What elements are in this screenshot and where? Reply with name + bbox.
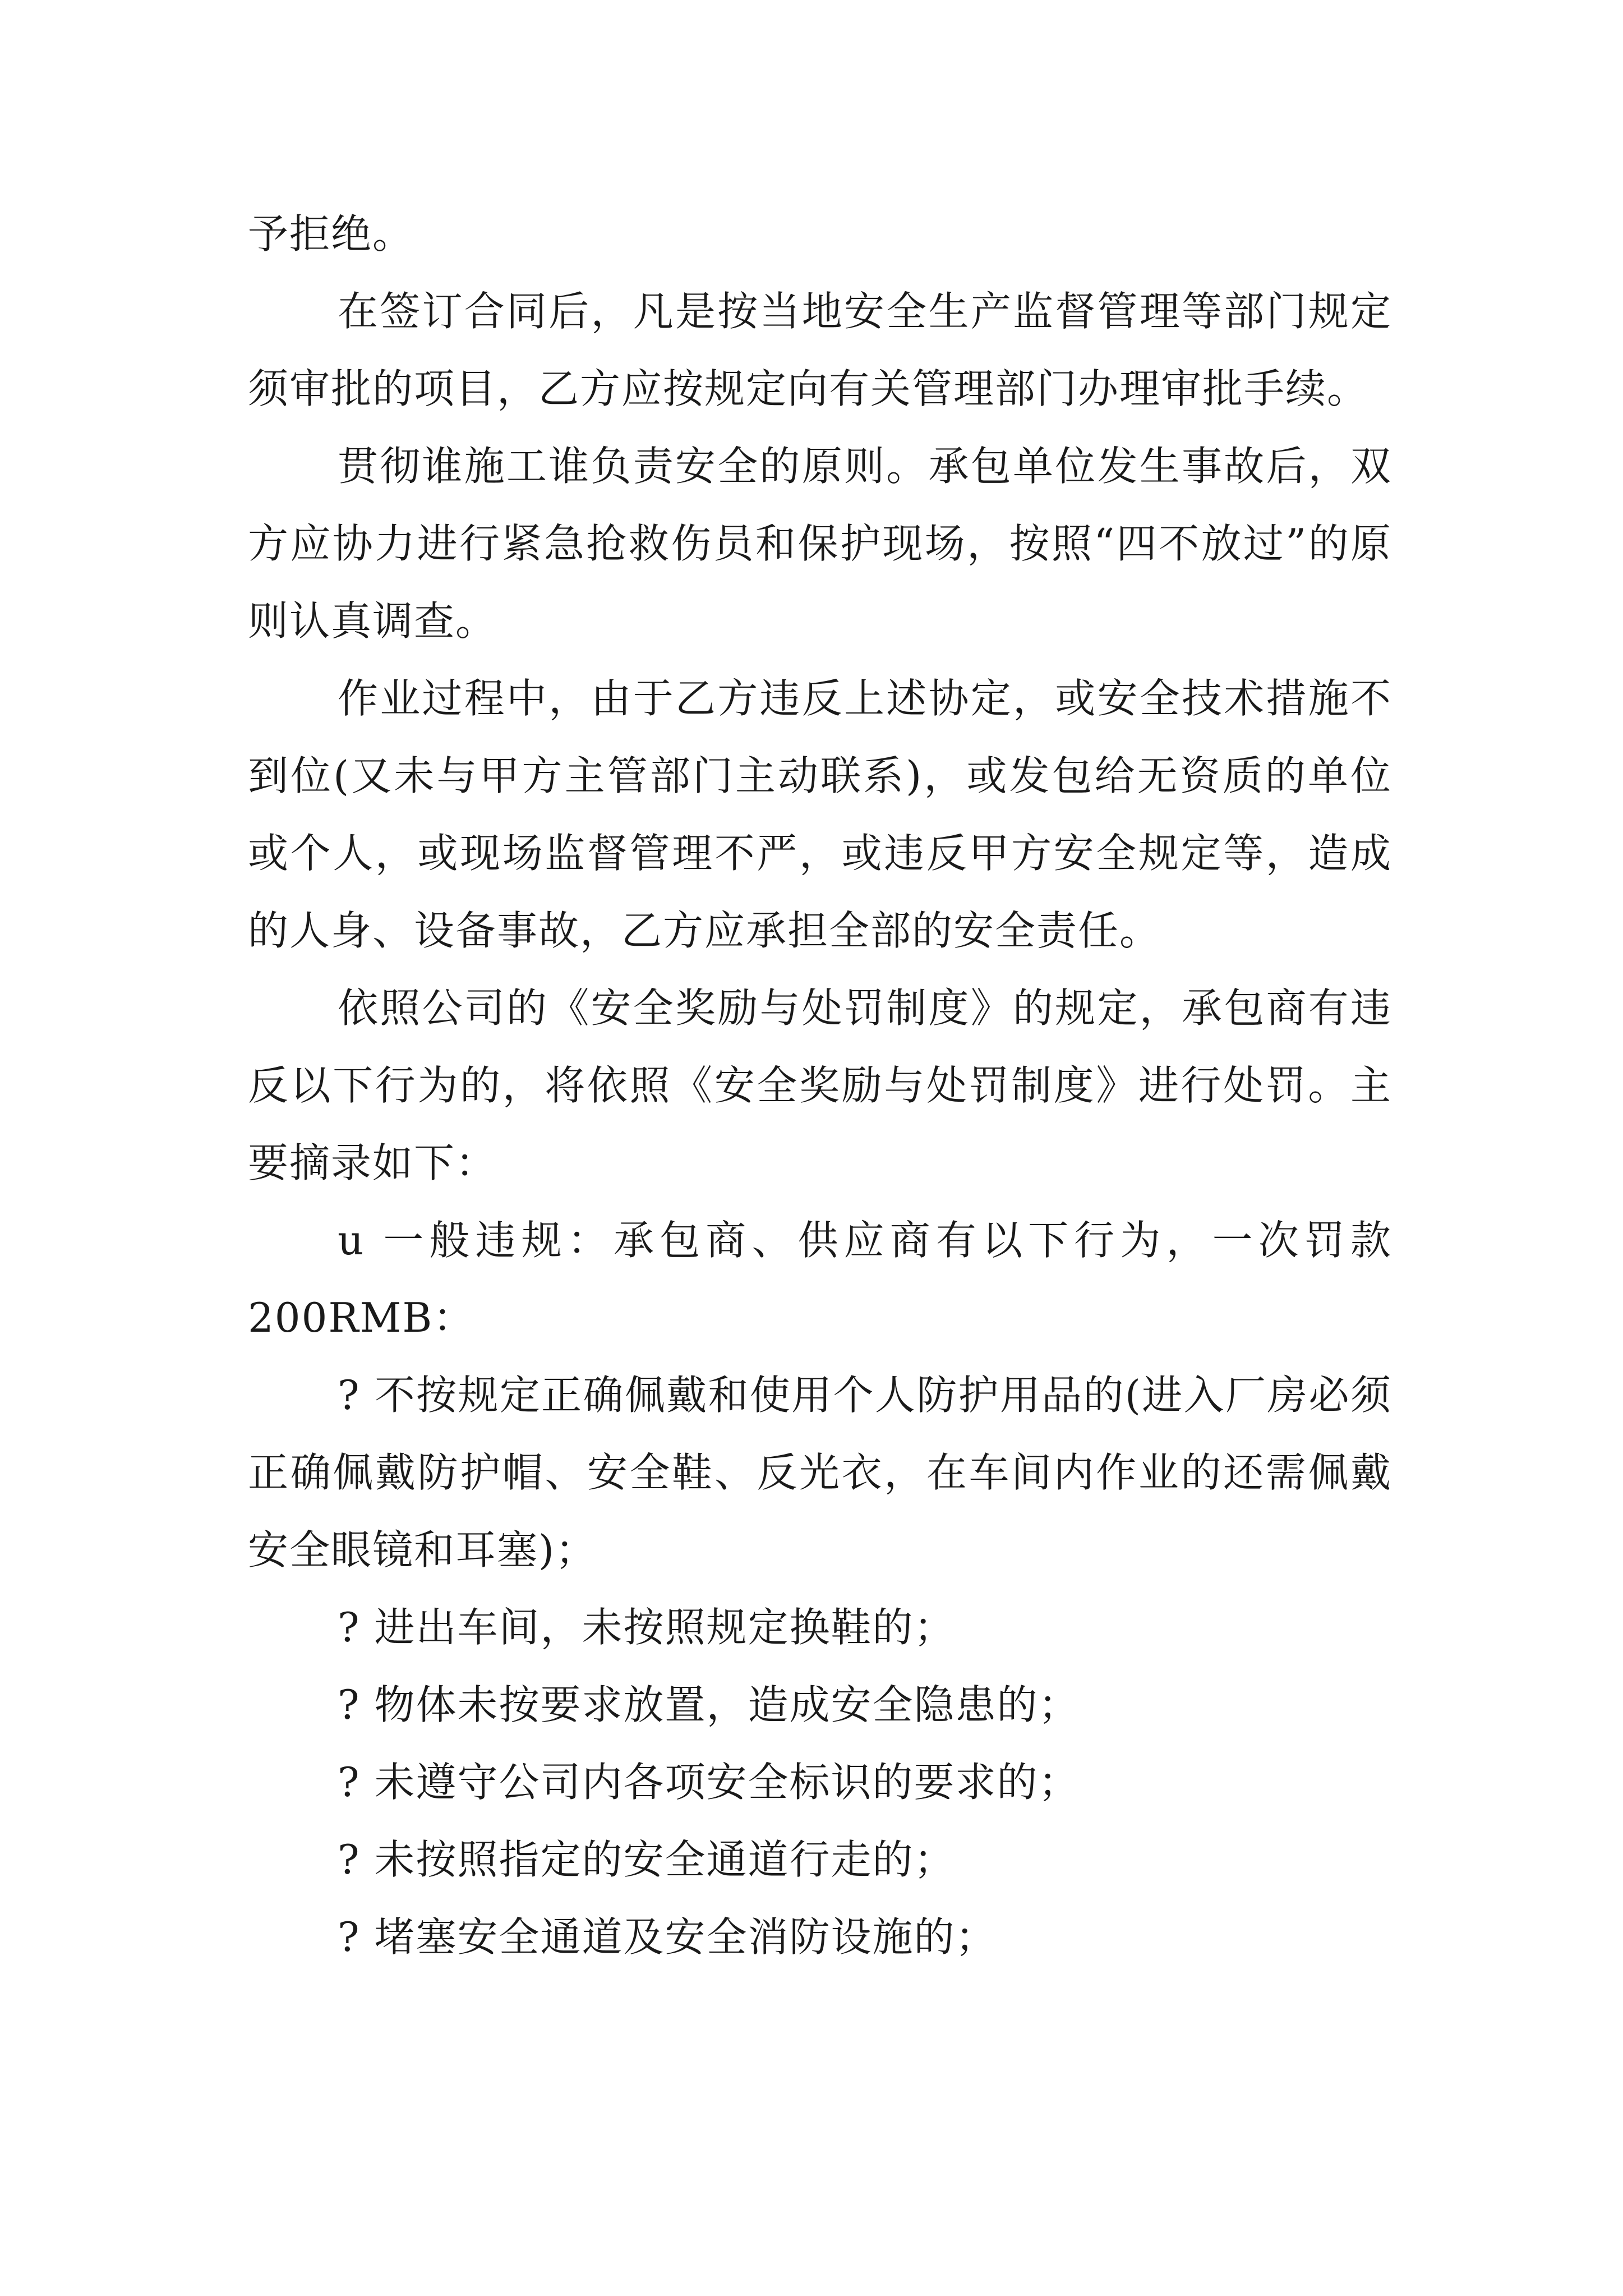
list-item-walkway: ? 未按照指定的安全通道行走的； [338, 1836, 956, 1883]
document-body [248, 195, 1392, 1976]
paragraph-responsibility: 贯彻谁施工谁负责安全的原则。承包单位发生事故后，双方应协力进行紧急抢救伤员和保护现场，按照“四不放过”的原则认真调查。 [248, 443, 1392, 645]
paragraph-penalty-policy: 依照公司的《安全奖励与处罚制度》的规定，承包商有违反以下行为的，将依照《安全奖励与处罚制度》进行处罚。主要摘录如下： [248, 984, 1392, 1186]
list-item-placement: ? 物体未按要求放置，造成安全隐患的； [338, 1681, 1080, 1728]
list-item-signs: ? 未遵守公司内各项安全标识的要求的； [338, 1759, 1080, 1806]
list-item-blocking: ? 堵塞安全通道及安全消防设施的； [338, 1913, 997, 1961]
list-item-shoes: ? 进出车间，未按照规定换鞋的； [338, 1604, 956, 1651]
paragraph-continuation: 予拒绝。 [248, 210, 414, 257]
list-item-ppe: ? 不按规定正确佩戴和使用个人防护用品的(进入厂房必须正确佩戴防护帽、安全鞋、反光衣，在车间内作业的还需佩戴安全眼镜和耳塞)； [248, 1372, 1392, 1573]
paragraph-liability: 作业过程中，由于乙方违反上述协定，或安全技术措施不到位(又未与甲方主管部门主动联系)，或发包给无资质的单位或个人，或现场监督管理不严，或违反甲方安全规定等，造成的人身、设备事故，乙方应承担全部的安全责任。 [248, 675, 1392, 954]
paragraph-general-violation: u 一般违规：承包商、供应商有以下行为，一次罚款200RMB： [248, 1217, 1392, 1341]
paragraph-approval: 在签订合同后，凡是按当地安全生产监督管理等部门规定须审批的项目，乙方应按规定向有关管理部门办理审批手续。 [248, 288, 1392, 412]
